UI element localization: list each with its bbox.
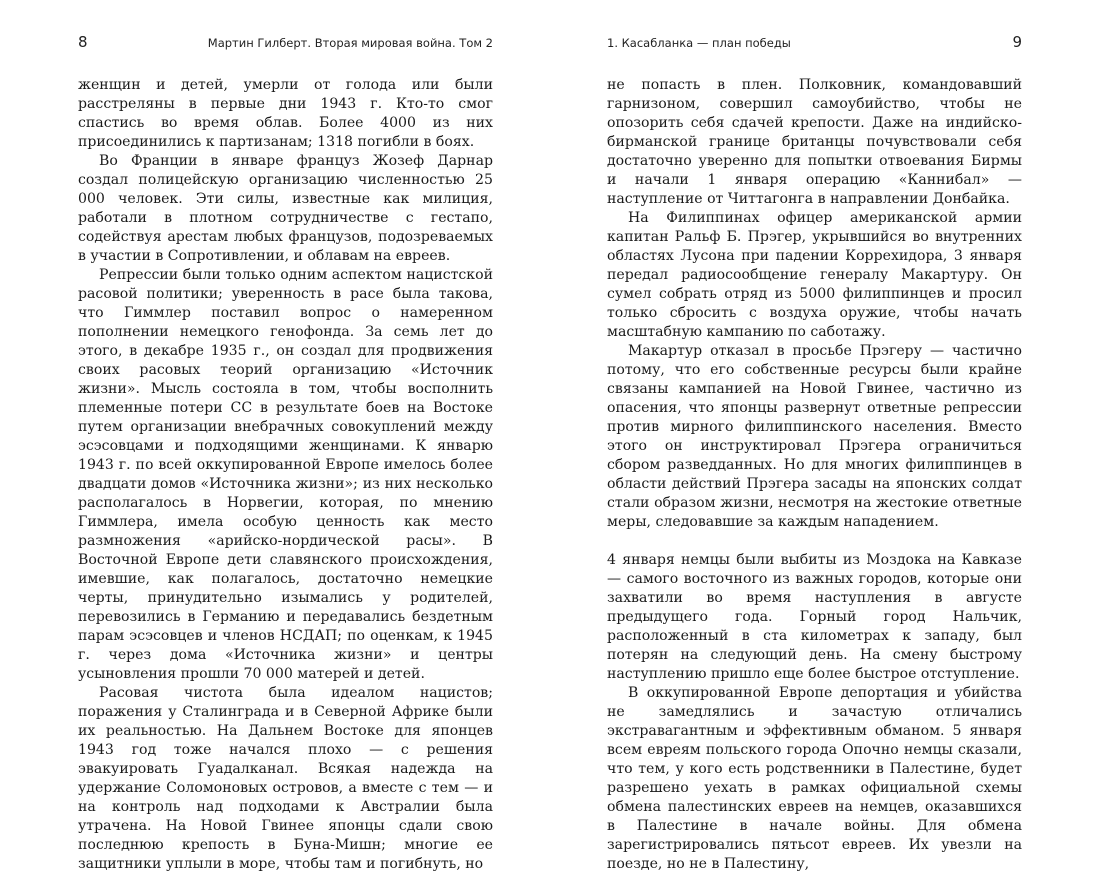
section-paragraph: 4 января немцы были выбиты из Моздока на Кавказе — самого восточного из важных городов, которые они захватили во время наступления в августе предыдущего года. Горный город Нальчик, расположенный в ста километрах к западу, был потерян на следующий день. На смену быстрому наступлению пришло еще более быстрое отступление. xyxy=(607,552,1022,682)
right-page-number: 9 xyxy=(1012,33,1022,51)
paragraph: не попасть в плен. Полковник, командовавший гарнизоном, совершил самоубийство, чтобы не опозорить себя сдачей крепости. Даже на индийско-бирманской границе британцы почувствовали себя достаточно уверенно для попытки отвоевания Бирмы и начали 1 января операцию «Каннибал» — наступление от Читтагонга в направлении Донбайка. xyxy=(607,77,1022,207)
paragraph: В оккупированной Европе депортация и убийства не замедлялись и зачастую отличались экстравагантным и эффективным обманом. 5 января всем евреям польского города Опочно немцы сказали, что тем, у кого есть родственники в Палестине, будет разрешено уехать в рамках официальной схемы обмена палестинских евреев на немцев, оказавшихся в Палестине в начале войны. Для обмена зарегистрировались пятьсот евреев. Их увезли на поезде, но не в Палестину, xyxy=(607,685,1022,872)
left-running-head xyxy=(78,33,493,56)
paragraph: Расовая чистота была идеалом нацистов; поражения у Сталинграда и в Северной Африке были их реальностью. На Дальнем Востоке для японцев 1943 год тоже начался плохо — с решения эвакуировать Гуадалканал. Всякая надежда на удержание Соломоновых островов, а вместе с тем — и на контроль над подходами к Австралии была утрачена. На Новой Гвинее японцы сдали свою последнюю крепость в Буна-Мишн; многие ее защитники уплыли в море, чтобы там и погибнуть, но xyxy=(78,685,493,872)
left-page-number: 8 xyxy=(78,33,88,51)
right-page xyxy=(607,0,1022,872)
left-running-title: Мартин Гилберт. Вторая мировая война. Том 2 xyxy=(207,36,493,50)
right-text-block xyxy=(607,76,1022,874)
left-page xyxy=(78,0,493,872)
paragraph: Репрессии были только одним аспектом нацистской расовой политики; уверенность в расе была такова, что Гиммлер поставил вопрос о намеренном пополнении немецкого генофонда. За семь лет до этого, в декабре 1935 г., он создал для продвижения своих расовых теорий организацию «Источник жизни». Мысль состояла в том, чтобы восполнить племенные потери СС в результате боев на Востоке путем организации внебрачных совокуплений между эсэсовцами и подходящими женщинами. К январю 1943 г. по всей оккупированной Европе имелось более двадцати домов «Источника жизни»; из них несколько располагалось в Норвегии, которая, по мнению Гиммлера, имела особую ценность как место размножения «арийско-нордической расы». В Восточной Европе дети славянского происхождения, имевшие, как полагалось, достаточно немецкие черты, принудительно изымались у родителей, перевозились в Германию и передавались бездетным парам эсэсовцев и членов НСДАП; по оценкам, к 1945 г. через дома «Источника жизни» и центры усыновления прошли 70 000 матерей и детей. xyxy=(78,267,493,682)
paragraph: Во Франции в январе француз Жозеф Дарнар создал полицейскую организацию численностью 25 000 человек. Эти силы, известные как милиция, работали в плотном сотрудничестве с гестапо, содействуя арестам любых французов, подозреваемых в участии в Сопротивлении, и облавам на евреев. xyxy=(78,153,493,264)
paragraph: Макартур отказал в просьбе Прэгеру — частично потому, что его собственные ресурсы были крайне связаны кампанией на Новой Гвинее, частично из опасения, что японцы развернут ответные репрессии против мирного филиппинского населения. Вместо этого он инструктировал Прэгера ограничиться сбором разведданных. Но для многих филиппинцев в области действий Прэгера засады на японских солдат стали образом жизни, несмотря на жестокие ответные меры, следовавшие за каждым нападением. xyxy=(607,343,1022,530)
paragraph: женщин и детей, умерли от голода или были расстреляны в первые дни 1943 г. Кто-то смог спастись во время облав. Более 4000 из них присоединились к партизанам; 1318 погибли в боях. xyxy=(78,77,493,150)
right-running-head xyxy=(607,33,1022,56)
right-running-title: 1. Касабланка — план победы xyxy=(607,36,791,50)
paragraph: На Филиппинах офицер американской армии капитан Ральф Б. Прэгер, укрывшийся во внутренних областях Лусона при падении Коррехидора, 3 января передал радиосообщение генералу Макартуру. Он сумел собрать отряд из 5000 филиппинцев и просил только сбросить с воздуха оружие, чтобы начать масштабную кампанию по саботажу. xyxy=(607,210,1022,340)
left-text-block xyxy=(78,76,493,874)
